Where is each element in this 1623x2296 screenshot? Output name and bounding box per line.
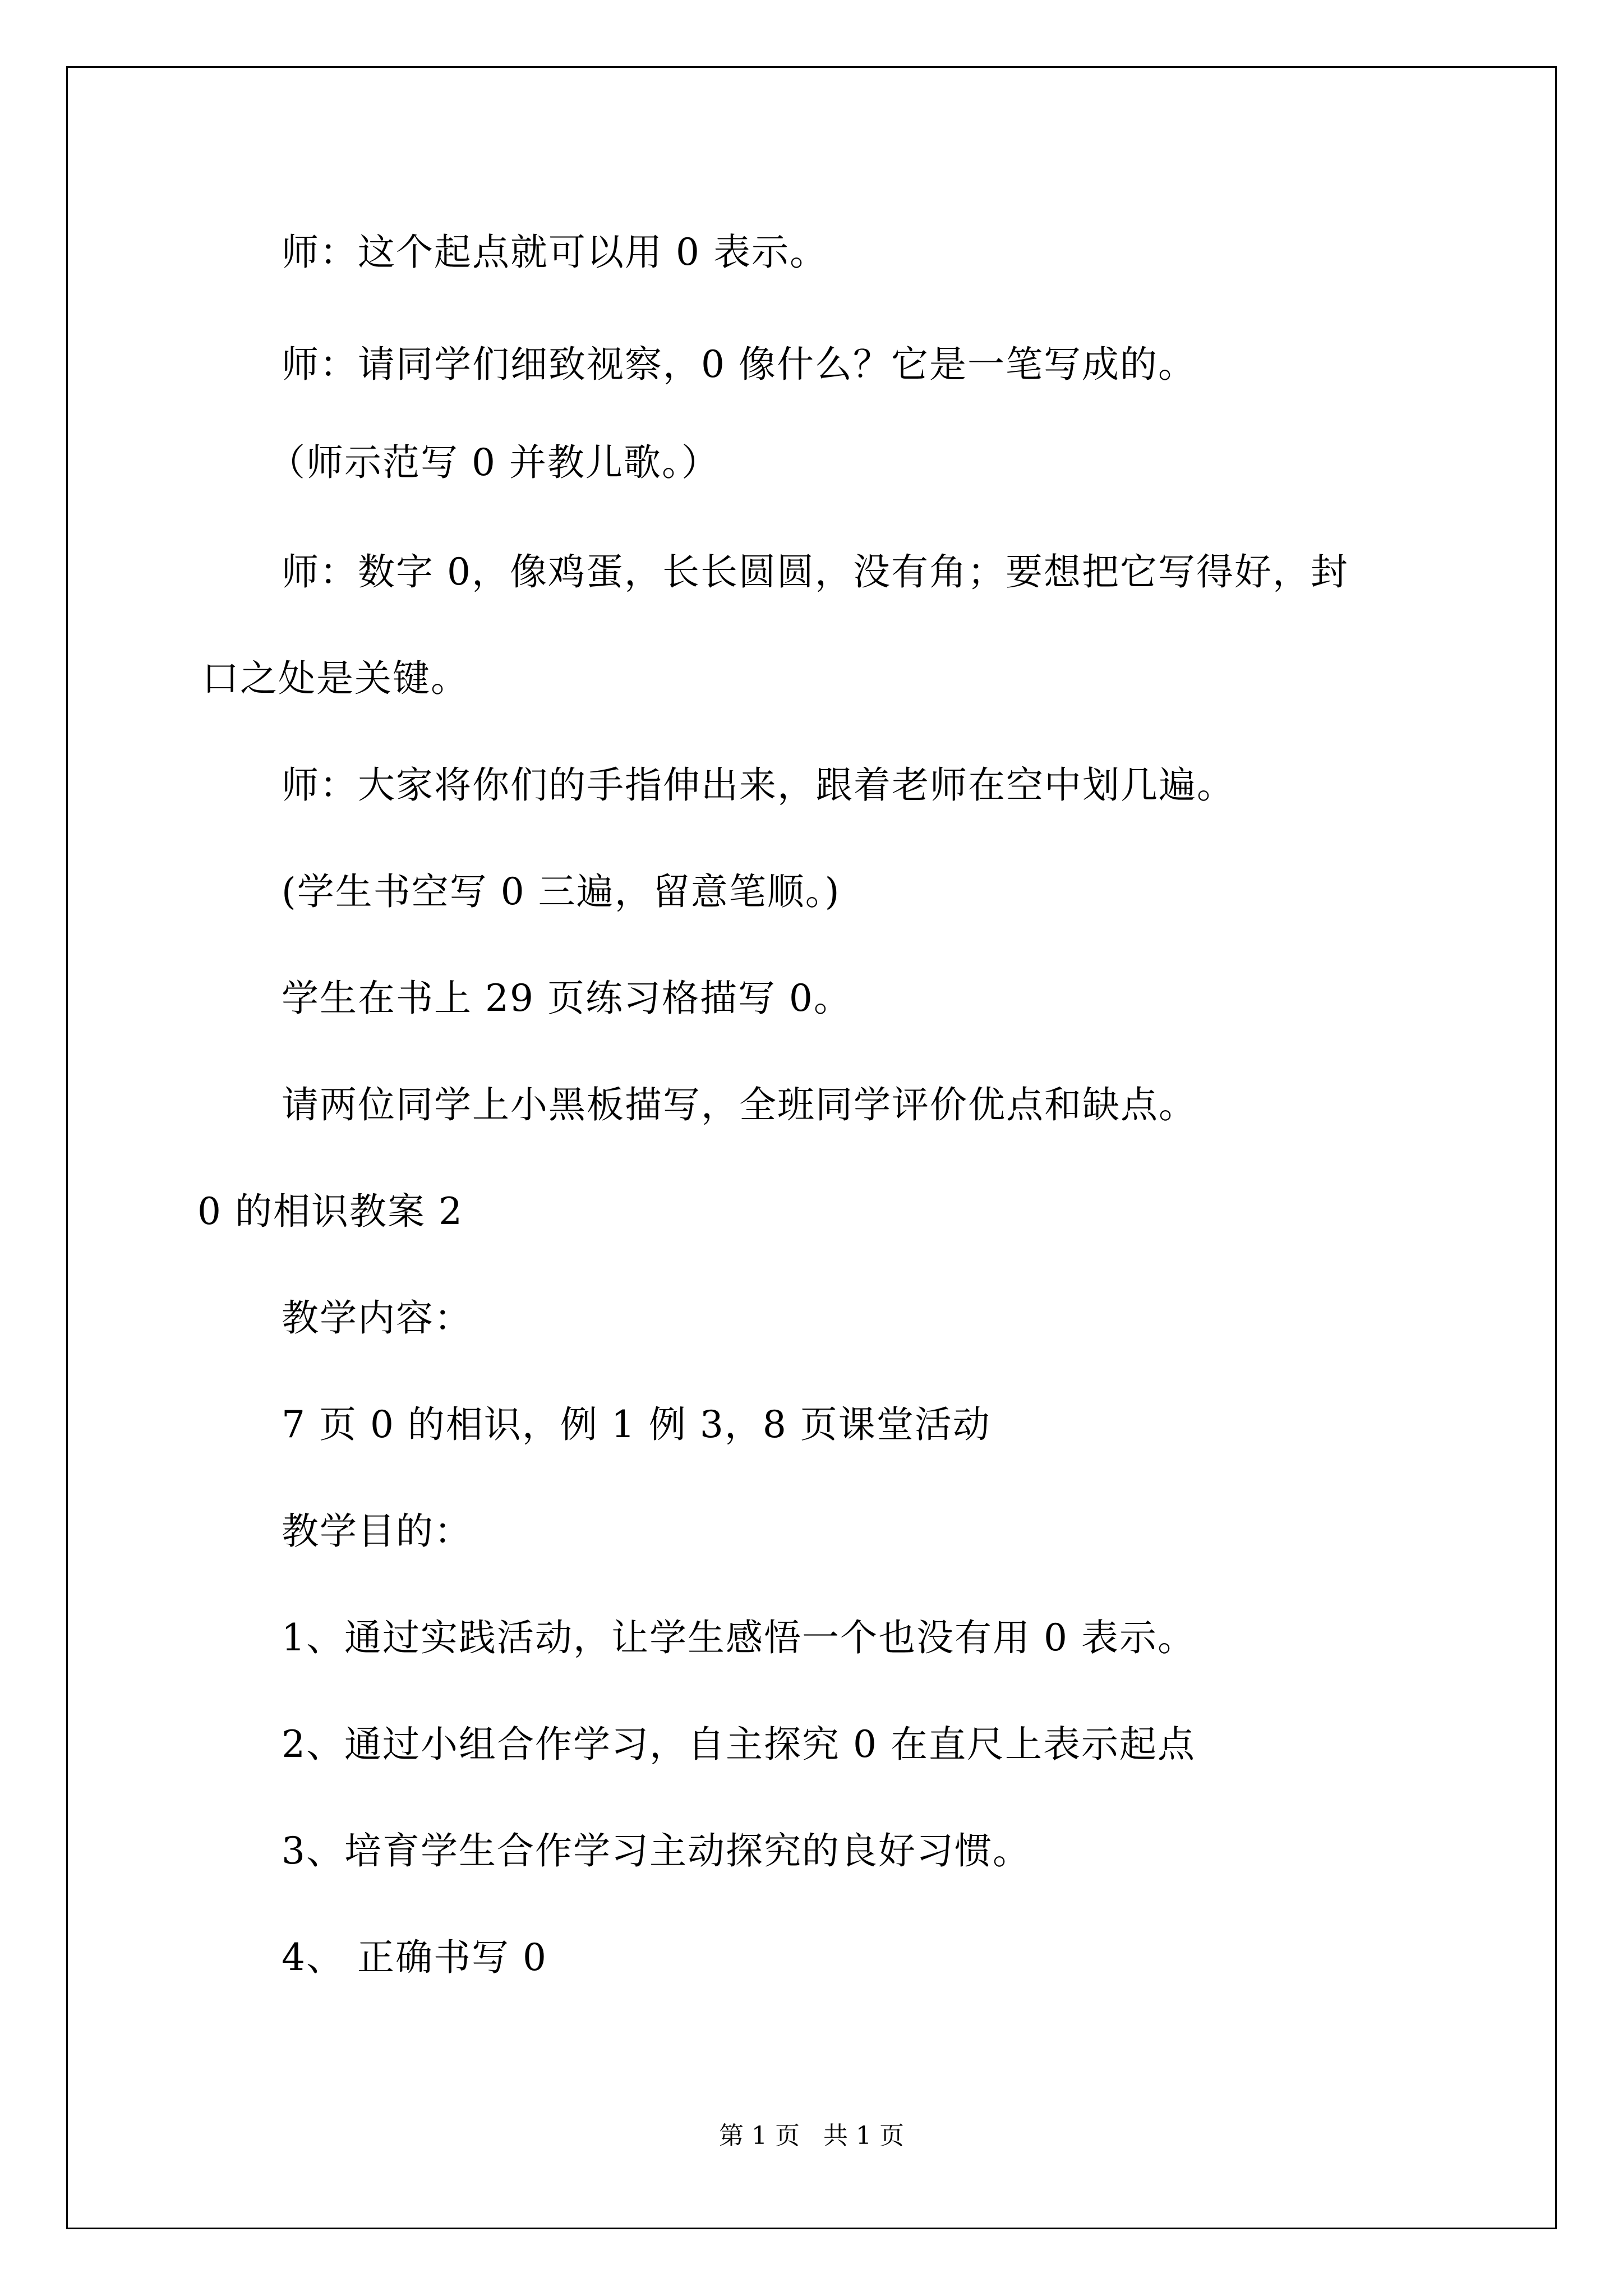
paragraph: (学生书空写 0 三遍，留意笔顺。): [282, 870, 841, 913]
paragraph: 请两位同学上小黑板描写，全班同学评价优点和缺点。: [282, 1083, 1197, 1126]
paragraph: 教学内容：: [282, 1296, 472, 1340]
paragraph: 师：请同学们细致视察，0 像什么？它是一笔写成的。: [282, 343, 1196, 386]
paragraph: 1、通过实践活动，让学生感悟一个也没有用 0 表示。: [282, 1616, 1196, 1659]
paragraph: 师：大家将你们的手指伸出来，跟着老师在空中划几遍。: [282, 763, 1235, 807]
section-heading: 0 的相识教案 2: [197, 1190, 463, 1233]
paragraph: 2、通过小组合作学习，自主探究 0 在直尺上表示起点: [282, 1723, 1196, 1766]
paragraph: 口之处是关键。: [202, 657, 469, 700]
paragraph: 师：数字 0，像鸡蛋，长长圆圆，没有角；要想把它写得好，封: [282, 550, 1349, 593]
page-border: [66, 66, 1557, 2229]
paragraph: 4、 正确书写 0: [282, 1936, 547, 1979]
paragraph: 教学目的：: [282, 1510, 472, 1553]
page-footer: 第 1 页 共 1 页: [719, 2122, 904, 2150]
paragraph: 师：这个起点就可以用 0 表示。: [282, 231, 828, 274]
paragraph: 学生在书上 29 页练习格描写 0。: [282, 977, 852, 1020]
paragraph: （师示范写 0 并教儿歌。）: [268, 441, 720, 484]
paragraph: 7 页 0 的相识，例 1 例 3，8 页课堂活动: [282, 1403, 991, 1446]
paragraph: 3、培育学生合作学习主动探究的良好习惯。: [282, 1829, 1031, 1872]
